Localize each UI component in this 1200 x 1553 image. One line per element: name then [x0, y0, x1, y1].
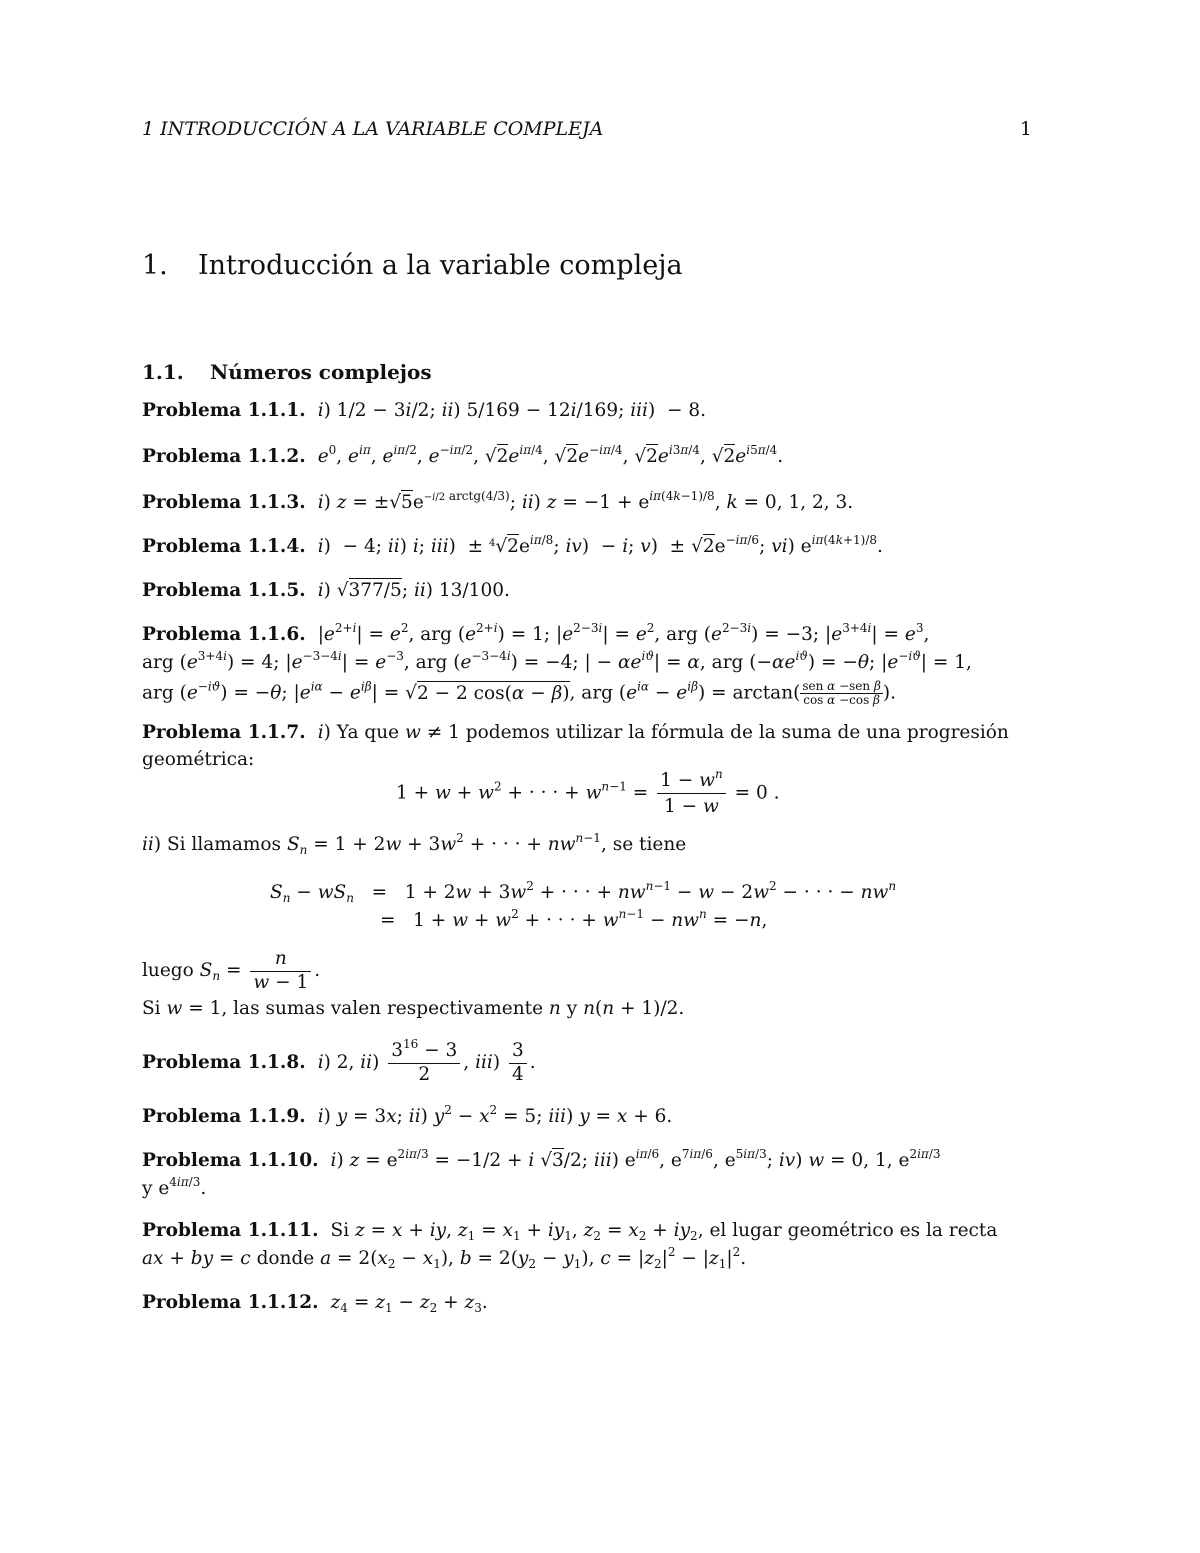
- problem-text: Ya que: [336, 722, 400, 743]
- problem-1-1-8: Problema 1.1.8. i) 2, ii) $\frac{3^{16} - 3}{2}$ , iii) $\frac{3}{4}$ .: [142, 1037, 536, 1085]
- problem-1-1-7-line-2: [142, 751, 254, 770]
- problem-text: , el lugar geométrico es la recta: [697, 1220, 998, 1241]
- problem-text: , las sumas valen respectivamente: [221, 998, 544, 1019]
- problem-text: y: [566, 998, 578, 1019]
- problem-1-1-12: Problema 1.1.12. $z_4 = z_1 - z_2 + z_3$.: [142, 1292, 488, 1315]
- problem-text: Si llamamos: [166, 834, 282, 855]
- problem-1-1-6-line-3: arg $(e^{-iϑ}) = -\theta$; $|e^{i\alpha} - e^{i\beta}| = √2 - 2$ cos(α − β), arg $(e^{i\alpha} - e^{i\beta}) = \arctan$( sen α −sen β cos α −cos β ).: [142, 679, 896, 708]
- problem-text: donde: [256, 1248, 315, 1269]
- problem-1-1-6-line-1: Problema 1.1.6. $|e^{2+i}| = e^2$, arg $(e^{2+i}) = 1$; $|e^{2-3i}| = e^2$, arg $(e^{2-3i}) = -3$; $|e^{3+4i}| = e^3$,: [142, 621, 930, 645]
- section-title: Introducción a la variable compleja: [198, 250, 683, 281]
- running-header: [142, 118, 1032, 142]
- problem-label: Problema 1.1.11.: [142, 1220, 319, 1241]
- problem-1-1-6-line-2: arg $(e^{3+4i}) = 4$; $|e^{-3-4i}| = e^{-3}$, arg $(e^{-3-4i}) = -4$; | − $\alpha e^{iϑ}| = \alpha$, arg $(-\alpha e^{iϑ}) = -\theta$; $|e^{-iϑ}| = 1$,: [142, 649, 972, 673]
- problem-1-1-9: Problema 1.1.9. i) y = 3x; ii) $y^2 - x^2 = 5$; iii) y = x + 6.: [142, 1103, 673, 1127]
- problem-label: Problema 1.1.10.: [142, 1150, 319, 1171]
- problem-1-1-10-line-1: Problema 1.1.10. i) $z = e^{2i\pi/3} = -1/2 + i$ √3/2; iii) $e^{i\pi/6}$, $e^{7i\pi/6}$, $e^{5i\pi/3}$; iv) w = 0, 1, $e^{2i\pi/3}$: [142, 1147, 941, 1171]
- problem-label: Problema 1.1.2.: [142, 446, 306, 467]
- problem-1-1-4: Problema 1.1.4. i) − 4; ii) i; $iii) \pm ^4√2e^{i\pi/8}$; iv) − i; $v) \pm √2e^{-i\pi/6}$; vi) $e^{i\pi(4k+1)/8}$.: [142, 533, 883, 557]
- subsection-number: 1.1.: [142, 360, 184, 384]
- section-heading: [142, 250, 683, 281]
- problem-label: Problema 1.1.7.: [142, 722, 306, 743]
- problem-text: geométrica:: [142, 749, 255, 770]
- problem-label: Problema 1.1.1.: [142, 400, 306, 421]
- problem-1-1-11-line-2: ax + by = c donde $a = 2(x_2 - x_1)$, $b = 2(y_2 - y_1)$, $c = |z_2|^2 - |z_1|^2$.: [142, 1245, 747, 1271]
- page-number: 1: [1019, 118, 1032, 140]
- problem-label: Problema 1.1.12.: [142, 1292, 319, 1313]
- subsection-heading: [142, 360, 432, 384]
- problem-1-1-7-line-3: ii) Si llamamos $S_n = 1 + 2w + 3w^2$ + · · · + $nw^{n-1}$, se tiene: [142, 831, 687, 857]
- problem-1-1-7-line-5: Si w = 1, las sumas valen respectivamente n y n(n + 1)/2.: [142, 998, 685, 1019]
- problem-text: Si: [142, 998, 161, 1019]
- section-number: 1.: [142, 250, 168, 281]
- problem-1-1-5: Problema 1.1.5. i) √377/5; ii) 13/100.: [142, 580, 510, 601]
- problem-text: podemos utilizar la fórmula de la suma de una progresión: [465, 722, 1009, 743]
- problem-text: Si: [330, 1220, 350, 1241]
- problem-label: Problema 1.1.4.: [142, 536, 306, 557]
- problem-text: luego: [142, 960, 194, 981]
- problem-label: Problema 1.1.9.: [142, 1106, 306, 1127]
- running-header-title: 1 INTRODUCCIÓN A LA VARIABLE COMPLEJA: [142, 118, 604, 140]
- equation-align-line-1: $S_n - wS_n = 1 + 2w + 3w^2$ + · · · + $nw^{n-1} - w - 2w^2$ − · · · − $nw^n$: [270, 879, 897, 905]
- equation-geometric-sum: $1 + w + w^2$ + · · · + $w^{n-1}$ = $\frac{1 - w^n}{1 - w}$ = 0 .: [396, 767, 780, 817]
- problem-text: , se tiene: [600, 834, 687, 855]
- problem-label: Problema 1.1.3.: [142, 492, 306, 513]
- problem-label: Problema 1.1.8.: [142, 1052, 306, 1073]
- problem-1-1-1: Problema 1.1.1. i) 1/2 − 3i/2; ii) 5/169 − 12i/169; iii) − 8.: [142, 400, 706, 421]
- equation-align-line-2: = $1 + w + w^2$ + · · · + $w^{n-1} - nw^n = -n$,: [380, 907, 768, 931]
- problem-1-1-3: Problema 1.1.3. i) $z = \pm√5e^{-i/2 arctg(4/3)}$; ii) $z = -1 + e^{i\pi(4k-1)/8}$, k = 0, 1, 2, 3.: [142, 489, 854, 513]
- problem-1-1-11-line-1: Problema 1.1.11. Si z = x + iy, $z_1 = x_1 + iy_1$, $z_2 = x_2 + iy_2$, el lugar geométrico es la recta: [142, 1220, 998, 1243]
- problem-label: Problema 1.1.5.: [142, 580, 306, 601]
- problem-1-1-7-line-1: Problema 1.1.7. i) Ya que w ≠ 1 podemos utilizar la fórmula de la suma de una progresión: [142, 722, 1009, 743]
- problem-label: Problema 1.1.6.: [142, 624, 306, 645]
- problem-1-1-10-line-2: y $e^{4i\pi/3}$.: [142, 1175, 207, 1199]
- subsection-title: Números complejos: [210, 360, 432, 384]
- problem-1-1-7-line-4: luego $S_n$ = $\frac{n}{w - 1}$ .: [142, 948, 321, 993]
- problem-1-1-2: Problema 1.1.2. $e^0$, $e^{i\pi}$, $e^{i\pi/2}$, $e^{-i\pi/2}$, $√2e^{i\pi/4}$, $√2e^{-i\pi/4}$, $√2e^{i3\pi/4}$, $√2e^{i5\pi/4}$.: [142, 443, 784, 467]
